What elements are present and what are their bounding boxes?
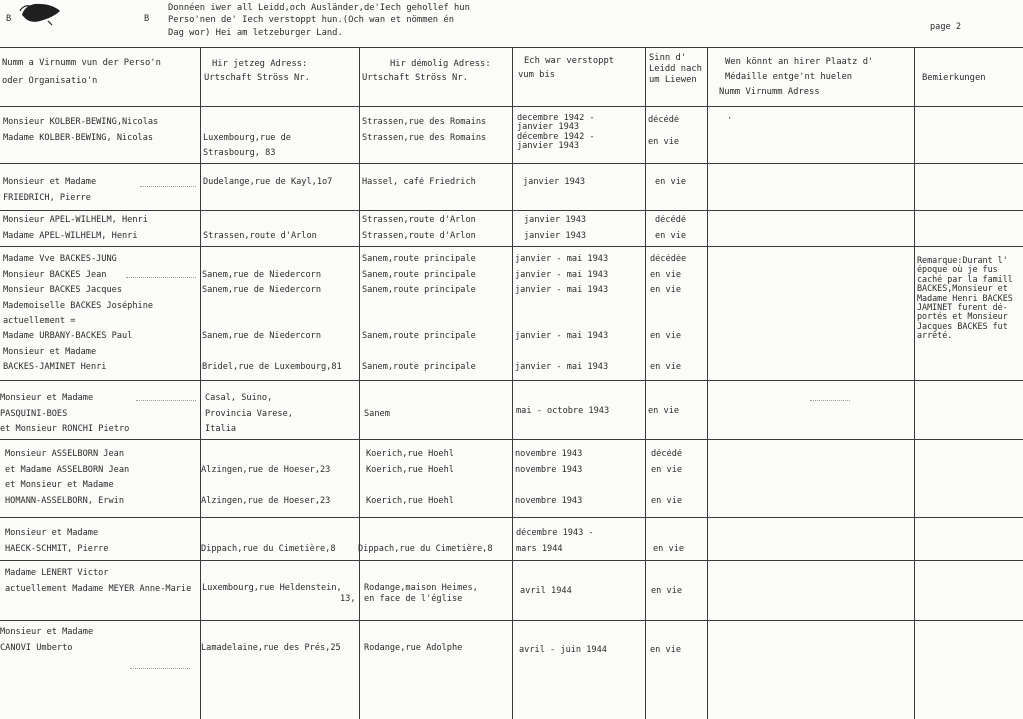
hidden-period: novembre 1943 [515, 495, 583, 506]
current-address [201, 449, 358, 465]
former-address: Strassen,rue des Romains [362, 117, 487, 127]
row-backes-names [3, 254, 198, 378]
person-name: Monsieur et Madame [0, 393, 94, 403]
row-asselborn-former [366, 449, 510, 511]
person-name: HAECK-SCHMIT, Pierre [5, 543, 109, 554]
alive-status [650, 301, 705, 317]
row-haeck-former [358, 528, 511, 559]
former-address: Sanem,route principale [362, 331, 476, 341]
header-alive [649, 53, 702, 86]
current-address: Dippach,rue du Cimetière,8 [201, 543, 336, 554]
person-name: et Monsieur et Madame [5, 480, 114, 490]
alive-status: en vie [648, 405, 680, 416]
current-address: Casal, Suino, [205, 393, 273, 403]
row-canovi-current [201, 627, 358, 658]
row-lenert-hidden [520, 570, 642, 601]
former-address [362, 347, 510, 363]
hidden-period: novembre 1943 [515, 449, 583, 459]
row-haeck-hidden [516, 528, 644, 559]
former-address: Koerich,rue Hoehl [366, 449, 454, 459]
leader-dots [126, 277, 196, 278]
former-address: Koerich,rue Hoehl [366, 495, 454, 506]
column-divider [914, 47, 915, 719]
current-address [202, 316, 358, 331]
current-address: Alzingen,rue de Hoeser,23 [201, 495, 331, 506]
current-address: Strassen,route d'Arlon [203, 230, 317, 241]
former-address: Strassen,rue des Romains [362, 132, 487, 143]
leader-dots [136, 400, 196, 401]
person-name: Madame KOLBER-BEWING, Nicolas [3, 132, 154, 143]
person-name: PASQUINI-BOES [0, 408, 68, 419]
person-name: et Monsieur RONCHI Pietro [0, 424, 130, 434]
person-name: FRIEDRICH, Pierre [3, 192, 91, 203]
former-address [364, 627, 510, 643]
person-name: Madame LENERT Victor [5, 568, 109, 578]
person-name: Madame URBANY-BACKES Paul [3, 331, 133, 341]
row-friedrich-hidden [523, 177, 643, 193]
person-name: Monsieur KOLBER-BEWING,Nicolas [3, 117, 159, 127]
hidden-period: mai - octobre 1943 [516, 405, 610, 416]
leader-dots [130, 668, 190, 669]
header-name-line: oder Organisatio'n [2, 75, 98, 86]
alive-status: décédée [650, 254, 687, 264]
medal-mark: · [727, 114, 733, 124]
header-alive-line: Leidd nach [649, 63, 702, 74]
person-name: Mademoiselle BACKES Joséphine [3, 300, 154, 311]
hidden-period: janvier - mai 1943 [515, 254, 609, 264]
header-medal-line: Wen könnt an hirer Plaatz d' [725, 57, 874, 67]
alive-status: en vie [653, 543, 685, 554]
alive-status: en vie [651, 495, 683, 506]
hidden-period: janvier - mai 1943 [515, 362, 609, 372]
current-address [201, 480, 358, 496]
hidden-period: janvier 1943 [517, 141, 580, 151]
former-address: Strassen,route d'Arlon [362, 230, 476, 241]
header-current-line: Urtschaft Ströss Nr. [204, 72, 310, 83]
row-apel-hidden [524, 215, 644, 246]
alive-status: décédé [648, 115, 680, 125]
row-friedrich-current [203, 177, 357, 193]
current-address: Provincia Varese, [205, 408, 293, 419]
row-backes-alive [650, 254, 705, 378]
header-former-line: Urtschaft Ströss Nr. [362, 72, 468, 83]
hidden-period [516, 390, 644, 406]
former-address: Sanem,route principale [362, 269, 476, 280]
row-backes-former [362, 254, 510, 378]
row-asselborn-alive [651, 449, 705, 511]
row-backes-hidden [515, 254, 643, 378]
former-address [364, 393, 510, 409]
current-address: Dudelange,rue de Kayl,1o7 [203, 177, 333, 187]
header-hidden-line: Ech war verstoppt [524, 56, 615, 66]
alive-status [653, 528, 705, 544]
current-address [202, 570, 358, 584]
current-address: Bridel,rue de Luxembourg,81 [202, 362, 342, 372]
alive-status: décédé [651, 449, 683, 459]
hidden-period [519, 629, 643, 645]
former-address: Rodange,maison Heimes, [364, 583, 478, 593]
leader-dots [810, 400, 850, 401]
row-pasquini-hidden [516, 390, 644, 421]
row-lenert-current [202, 570, 358, 606]
header-medal-line: Médaille entge'nt huelen [725, 71, 853, 82]
current-address: Sanem,rue de Niedercorn [202, 331, 321, 341]
row-friedrich-names [3, 177, 198, 208]
alive-status: en vie [650, 269, 682, 280]
hidden-period [515, 480, 643, 496]
row-haeck-names [5, 528, 198, 559]
row-apel-alive [655, 215, 705, 246]
person-name: Madame APEL-WILHELM, Henri [3, 230, 138, 241]
header-name-line: Numm a Virnumm vun der Perso'n [2, 58, 161, 68]
alive-status: en vie [655, 177, 687, 187]
hidden-period: mars 1944 [516, 543, 563, 554]
row-backes-current [202, 254, 358, 378]
row-apel-current [203, 215, 357, 246]
hidden-period [515, 347, 643, 363]
current-address: Lamadelaine,rue des Prés,25 [201, 642, 341, 653]
person-name: Monsieur et Madame [5, 528, 99, 538]
row-backes-remark: Remarque:Durant l' époque où je fus caché par la famill BACKES,Monsieur et Madame Henri BACKES JAMINET furent dé- portés et Monsieur Jacques BACKES fut arrêté. [917, 255, 1013, 341]
person-name: Monsieur ASSELBORN Jean [5, 449, 124, 459]
hidden-period: janvier - mai 1943 [515, 285, 609, 295]
header-current-line: Hir jetzeg Adress: [212, 59, 308, 69]
hidden-period: janvier 1943 [517, 122, 580, 132]
alive-status: en vie [650, 362, 682, 372]
header-remarks [922, 72, 986, 86]
former-address: Dippach,rue du Cimetière,8 [358, 543, 493, 554]
hidden-period: janvier - mai 1943 [515, 269, 609, 280]
alive-status: en vie [650, 331, 682, 341]
header-name [2, 57, 161, 88]
current-address: Luxembourg,rue Heldenstein, [202, 583, 342, 593]
current-address: Sanem,rue de Niedercorn [202, 269, 321, 280]
former-address [362, 301, 510, 317]
former-address: Sanem [364, 408, 390, 419]
hidden-period: décembre 1942 - [517, 114, 595, 123]
mark-letter: B [6, 14, 12, 24]
person-name: Monsieur APEL-WILHELM, Henri [3, 215, 148, 225]
hidden-period: janvier 1943 [524, 215, 587, 225]
person-name: Monsieur et Madame [0, 627, 94, 637]
alive-status [651, 570, 705, 586]
person-name: Monsieur et Madame [3, 177, 97, 187]
person-name: et Madame ASSELBORN Jean [5, 464, 130, 475]
former-address: Hassel, café Friedrich [362, 177, 476, 187]
alive-status [650, 629, 705, 645]
current-address: Luxembourg,rue de [203, 132, 291, 143]
title-line-3: Dag wor) Hei am letzeburger Land. [168, 27, 343, 38]
row-kolber-alive [648, 115, 705, 153]
current-address [202, 301, 358, 317]
row-lenert-former [364, 570, 510, 606]
current-address: Italia [205, 424, 237, 434]
hidden-period: décembre 1942 - [517, 132, 595, 142]
row-friedrich-former [362, 177, 510, 193]
header-hidden-line: vum bis [518, 69, 556, 80]
alive-status: en vie [651, 585, 683, 596]
former-address: Sanem,route principale [362, 254, 476, 264]
row-canovi-names [0, 627, 198, 658]
title-line-1: Donnéen iwer all Leidd,och Ausländer,de'Iech gehollef hun [168, 3, 470, 13]
former-address: Koerich,rue Hoehl [366, 464, 454, 475]
leader-dots [140, 186, 196, 187]
header-former-line: Hir démolig Adress: [390, 59, 491, 69]
current-address: Strasbourg, 83 [203, 148, 276, 158]
current-address [203, 215, 357, 231]
row-friedrich-alive [655, 177, 705, 193]
hidden-period [515, 301, 643, 317]
person-name: BACKES-JAMINET Henri [3, 362, 107, 372]
header-medal [719, 55, 873, 100]
logo-stamp [18, 1, 62, 27]
hidden-period: avril - juin 1944 [519, 644, 607, 655]
row-haeck-alive [653, 528, 705, 559]
former-address [358, 528, 511, 544]
row-pasquini-alive [648, 390, 705, 421]
row-lenert-alive [651, 570, 705, 601]
former-address: Sanem,route principale [362, 285, 476, 295]
header-medal-line: Numm Virnumm Adress [719, 86, 820, 97]
current-address: Alzingen,rue de Hoeser,23 [201, 464, 331, 475]
alive-status: en vie [648, 137, 680, 147]
hidden-period: janvier - mai 1943 [515, 331, 609, 341]
row-asselborn-current [201, 449, 358, 511]
header-current-address [204, 58, 310, 85]
current-address [203, 117, 357, 133]
row-kolber-former [362, 117, 510, 148]
hidden-period [520, 570, 642, 586]
header-hidden [518, 55, 614, 82]
current-address: 13, [340, 594, 356, 604]
current-address [201, 627, 358, 643]
row-kolber-medal [727, 114, 747, 130]
current-address [202, 254, 358, 270]
former-address: Rodange,rue Adolphe [364, 642, 463, 653]
hidden-period: janvier 1943 [524, 230, 587, 241]
hidden-period: décembre 1943 - [516, 528, 594, 538]
alive-status: en vie [651, 464, 683, 475]
row-canovi-hidden [519, 629, 643, 660]
alive-status [650, 347, 705, 363]
person-name: Monsieur BACKES Jacques [3, 285, 122, 295]
row-pasquini-current [205, 393, 357, 440]
person-name: Monsieur BACKES Jean [3, 269, 107, 280]
alive-status: en vie [650, 644, 682, 655]
document-title [168, 2, 470, 39]
person-name: CANOVI Umberto [0, 642, 73, 653]
title-line-2: Perso'nen de' Iech verstoppt hun.(Och wan et nömmen én [168, 15, 454, 26]
alive-status [650, 316, 705, 331]
row-apel-former [362, 215, 510, 246]
header-remarks-line: Bemierkungen [922, 73, 986, 83]
header-former-address [362, 58, 491, 85]
current-address: Sanem,rue de Niedercorn [202, 285, 321, 295]
person-name: actuellement Madame MEYER Anne-Marie [5, 583, 192, 594]
person-name: Monsieur et Madame [3, 346, 97, 357]
alive-status [648, 390, 705, 406]
page-number: page 2 [930, 22, 962, 32]
column-divider [512, 47, 513, 719]
header-alive-line: um Liewen [649, 74, 697, 85]
row-apel-names [3, 215, 198, 246]
row-kolber-names [3, 117, 198, 148]
header-alive-line: Sinn d' [649, 53, 687, 63]
column-divider [707, 47, 708, 719]
row-canovi-alive [650, 629, 705, 660]
hidden-period: novembre 1943 [515, 464, 583, 475]
person-name: Madame Vve BACKES-JUNG [3, 254, 117, 264]
column-divider [645, 47, 646, 719]
alive-status: en vie [650, 285, 682, 295]
row-asselborn-names [5, 449, 198, 511]
alive-status: en vie [655, 230, 687, 241]
alive-status: décédé [655, 215, 687, 225]
former-address [362, 316, 510, 331]
former-address: en face de l'église [364, 594, 463, 604]
column-divider [359, 47, 360, 719]
alive-status [651, 480, 705, 496]
row-kolber-current [203, 117, 357, 164]
row-pasquini-former [364, 393, 510, 424]
mark-letter-2: B [144, 14, 150, 24]
person-name: HOMANN-ASSELBORN, Erwin [5, 495, 124, 506]
row-canovi-former [364, 627, 510, 658]
column-divider [200, 47, 201, 719]
former-address [366, 480, 510, 496]
row-haeck-current [201, 528, 358, 559]
hidden-period: janvier 1943 [523, 177, 586, 187]
row-asselborn-hidden [515, 449, 643, 511]
row-kolber-hidden [517, 114, 643, 152]
former-address [364, 570, 510, 584]
hidden-period [515, 316, 643, 331]
row-lenert-names [5, 568, 200, 599]
former-address: Strassen,route d'Arlon [362, 215, 476, 225]
current-address [201, 528, 358, 544]
current-address [202, 347, 358, 363]
hidden-period: avril 1944 [520, 585, 572, 596]
former-address: Sanem,route principale [362, 362, 476, 372]
person-name: actuellement = [3, 316, 76, 326]
